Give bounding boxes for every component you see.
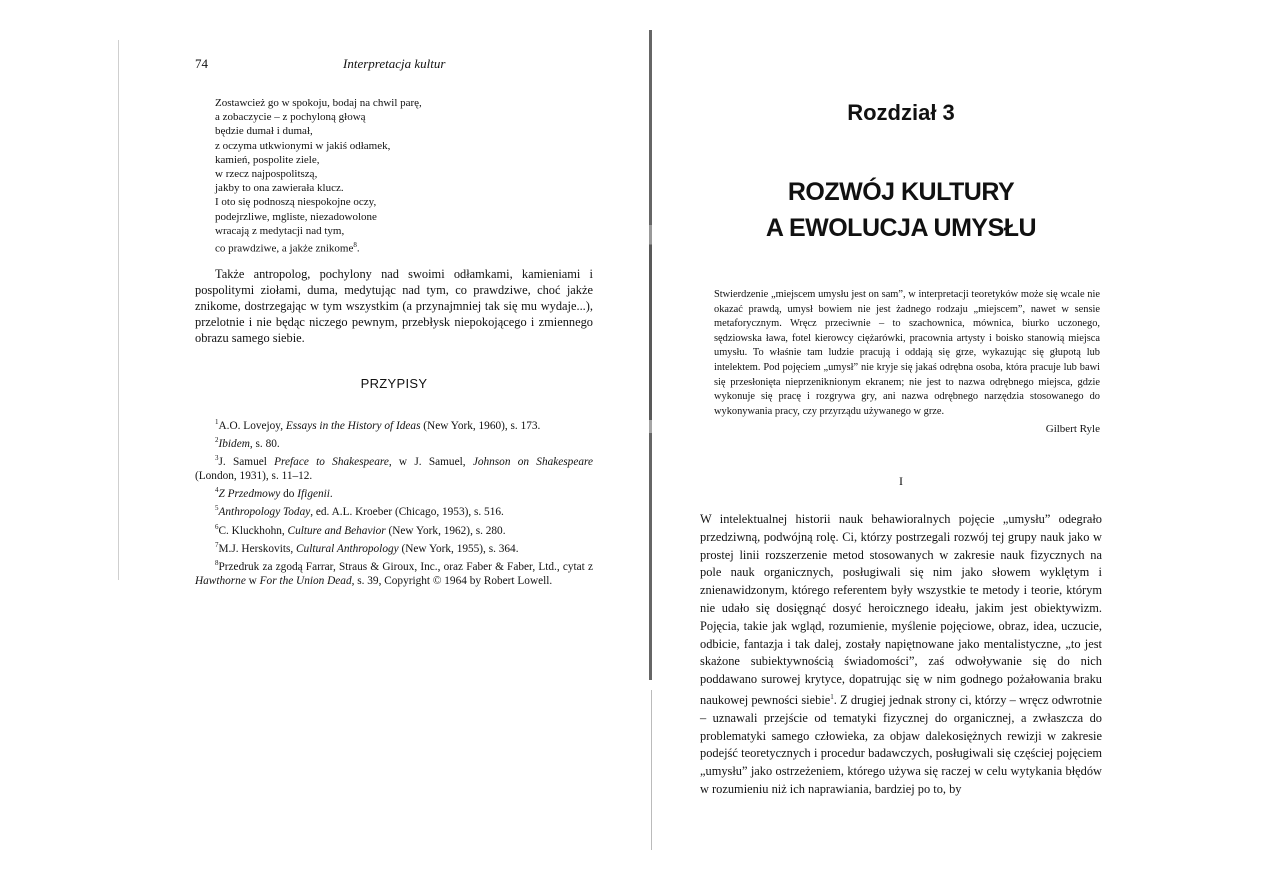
chapter-title-line: A EWOLUCJA UMYSŁU (765, 214, 1037, 242)
chapter-title (700, 174, 1102, 246)
footnote-number: 1 (215, 417, 219, 426)
note-title: Culture and Behavior (287, 524, 386, 537)
body-paragraph (700, 511, 1102, 799)
note-title: For the Union Dead (259, 574, 352, 587)
book-gutter-lower (651, 690, 652, 850)
footnote-number: 2 (215, 435, 219, 444)
note-text: C. Kluckhohn, (218, 524, 288, 537)
note-title: Preface to Shakespeare (274, 455, 389, 468)
footnote (195, 501, 593, 519)
note-text: (London, 1931), s. 11–12. (195, 470, 313, 483)
chapter-title-line: ROZWÓJ KULTURY (787, 178, 1015, 206)
note-title: Hawthorne (195, 574, 246, 587)
footnote-ref: 8 (353, 241, 357, 250)
footnote-ref: 1 (830, 692, 834, 701)
footnote-number: 5 (215, 504, 219, 513)
note-title: Ifigenii (297, 488, 330, 501)
poem-line: będzie dumał i dumał, (215, 125, 313, 138)
footnote-number: 3 (215, 454, 219, 463)
poem-line-last: co prawdziwe, a jakże znikome$^8$. (215, 241, 360, 255)
poem-line: podejrzliwe, mgliste, niezadowolone (215, 210, 377, 223)
running-title: Interpretacja kultur (343, 56, 446, 71)
section-number: I (899, 473, 903, 488)
poem-line: jakby to ona zawierała klucz. (215, 182, 344, 195)
note-text: Przedruk za zgodą Farrar, Straus & Giroux, Inc., oraz Faber & Faber, Ltd., cytat z (218, 560, 593, 573)
page-number: 74 (195, 56, 208, 71)
poem-line: Zostawcież go w spokoju, bodaj na chwil parę, (215, 97, 422, 109)
note-title: Z Przedmowy (218, 488, 281, 501)
footnote (195, 520, 593, 538)
note-text: J. Samuel (218, 455, 275, 468)
footnote (195, 483, 593, 501)
note-text: M.J. Herskovits, (218, 542, 297, 555)
footnote-number: 7 (215, 540, 219, 549)
notes-heading: PRZYPISY (360, 375, 428, 391)
note-title: Essays in the History of Ideas (285, 419, 421, 432)
note-text: A.O. Lovejoy, (218, 419, 286, 432)
footnote (195, 556, 593, 588)
note-text: do (280, 488, 298, 501)
book-gutter (649, 30, 652, 680)
note-text: , ed. A.L. Kroeber (Chicago, 1953), s. 516. (310, 506, 504, 519)
note-text: , s. 80. (249, 437, 280, 450)
poem-line: wracają z medytacji nad tym, (215, 224, 345, 237)
footnote (195, 451, 593, 483)
epigraph-author: Gilbert Ryle (1045, 423, 1100, 436)
footnote-number: 4 (215, 486, 219, 495)
body-text: W intelektualnej historii nauk behawioralnych pojęcie „umysłu” odegrało przedziwną, podwójną rolę. Ci, którzy postrzegali rozwój tej grupy nauk jako w prostej linii rozszerzenie metod stosowanych w zakresie nauk fizycznych na pole nauk organicznych, posługiwali się nim jako słowem wyklętym i znienawidzonym, którego referentem były wszystkie te metody i teorie, którym nie udało się dosięgnąć dosyć heroicznego ideału, jakim jest obiektywizm. Pojęcia, takie jak wgląd, rozumienie, myślenie pojęciowe, obraz, idea, uczucie, odbicie, fantazja i tak dalej, zostały napiętnowane jako mentalistyczne, „to jest skażone subiektywnością świadomości”, zaś odwoływanie się do nich poddawano surowej krytyce, dopatrując się w nim godnego pożałowania braku naukowej pewności siebie (700, 511, 1102, 708)
running-head (195, 56, 593, 78)
note-title: Cultural Anthropology (296, 542, 399, 555)
note-text: , s. 39, Copyright © 1964 by Robert Lowell. (351, 574, 553, 587)
poem-line: I oto się podnoszą niespokojne oczy, (215, 196, 377, 209)
footnote-number: 6 (215, 522, 219, 531)
page-edge-shadow (118, 40, 119, 580)
poem-line: a zobaczycie – z pochyloną głową (215, 111, 366, 124)
right-page (700, 100, 1102, 811)
note-title: Johnson on Shakespeare (472, 455, 593, 468)
note-text: , w J. Samuel, (388, 455, 473, 468)
note-title: Ibidem (218, 437, 250, 450)
note-text: (New York, 1955), s. 364. (398, 542, 519, 555)
body-paragraph: Także antropolog, pochylony nad swoimi odłamkami, kamieniami i pospolitymi ziołami, duma, medytując nad tym, co prawdziwe, choć jakże znikome, dostrzegając w tym wszystkim (a przynajmniej tak się mu wydaje...), przelotnie i nie będąc niczego pewnym, przebłysk niepokojącego i zmiennego obrazu samego siebie. (195, 266, 593, 345)
note-title: Anthropology Today (218, 506, 311, 519)
footnote-number: 8 (215, 558, 219, 567)
note-text: (New York, 1960), s. 173. (420, 419, 541, 432)
poem-line-text: co prawdziwe, a jakże znikome (215, 242, 354, 255)
footnotes (195, 415, 593, 588)
poem-line: kamień, pospolite ziele, (215, 153, 320, 166)
epigraph (714, 288, 1100, 437)
note-text: . (329, 488, 333, 501)
footnote (195, 433, 593, 451)
epigraph-text: Stwierdzenie „miejscem umysłu jest on sam”, w interpretacji teoretyków może się wcale nie okazać prawdą, umysł bowiem nie jest żadnego rodzaju „miejscem”, nawet w sensie metaforycznym. Wręcz przeciwnie – to szachownica, mównica, biurko uczonego, sędziowska ława, fotel kierowcy ciężarówki, pracownia artysty i boisko stanowią miejsca umysłu. To właśnie tam ludzie pracują i oddają się grze, wykazując się głupotą lub intelektem. Pod pojęciem „umysł” nie kryje się jakaś odrębna osoba, która pracuje lub bawi się przesłonięta nieprzeniknionym ekranem; nie jest to nazwa odrębnego miejsca, gdzie wykonuje się pracę i rozgrywa gry, ani nazwa odrębnego narzędzia stosowanego do wykonywania pracy, czy przyrządu używanego w grze. (714, 289, 1100, 417)
left-page (195, 56, 593, 588)
body-text: . Z drugiej jednak strony ci, którzy – wręcz odwrotnie – uznawali przejście od tematyki fizycznej do organicznej, a zwłaszcza do problematyki samego człowieka, za objaw dalekosiężnych rewizji w zakresie podejść teoretycznych i procedur badawczych, posługiwali się częściej pojęciem „umysłu” jako ostrzeżeniem, którego używa się raczej w celu wytykania błędów w rozumieniu niż ich naprawiania, bardziej po to, by (700, 693, 1102, 797)
note-text: (New York, 1962), s. 280. (385, 524, 506, 537)
poem-line: z oczyma utkwionymi w jakiś odłamek, (215, 139, 391, 152)
footnote (195, 538, 593, 556)
poem (215, 96, 593, 256)
footnote (195, 415, 593, 433)
poem-line: w rzecz najpospolitszą, (215, 168, 318, 181)
note-text: w (245, 574, 260, 587)
chapter-label: Rozdział 3 (847, 100, 955, 125)
